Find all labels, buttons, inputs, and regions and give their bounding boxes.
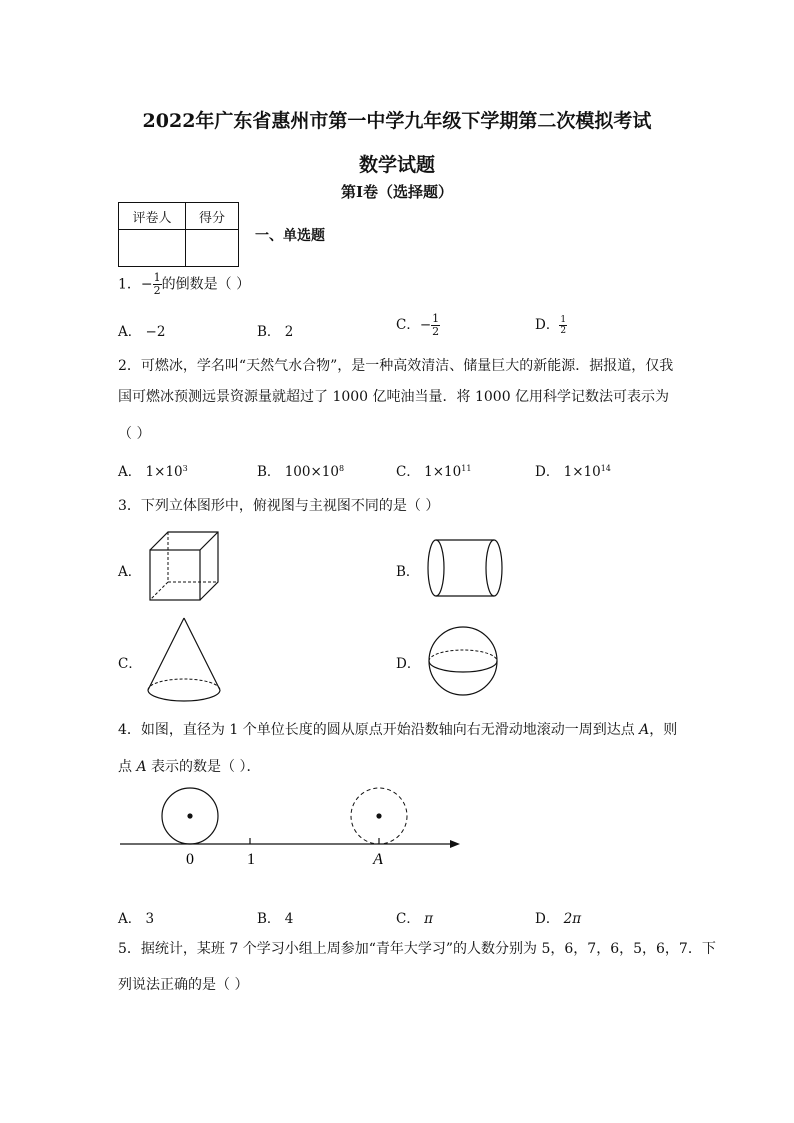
q2-option-b-label: B． bbox=[257, 464, 281, 480]
q4-line-2-end: 表示的数是（ ）． bbox=[146, 759, 261, 775]
q4-option-d bbox=[535, 907, 581, 927]
q1-option-b-label: B． bbox=[257, 324, 281, 340]
q5-line-2: 列说法正确的是（ ） bbox=[118, 977, 249, 993]
q2-option-d bbox=[535, 460, 611, 480]
q4-line-2-text: 点 bbox=[118, 759, 137, 775]
q2-line-1: 2．可燃冰，学名叫“天然气水合物”，是一种高效清洁、储量巨大的新能源．据报道，仅我 bbox=[118, 358, 674, 374]
q4-option-d-label: D． bbox=[535, 911, 560, 927]
score-table-grader: 评卷人 bbox=[119, 203, 186, 230]
score-table bbox=[118, 202, 239, 267]
q2-option-d-exp: 14 bbox=[600, 464, 611, 473]
q1-number: 1． bbox=[118, 276, 141, 293]
q3-option-b-label: B． bbox=[396, 564, 420, 580]
q1-option-d-num: 1 bbox=[560, 315, 567, 325]
cone-base-front bbox=[148, 690, 220, 701]
sphere-figure bbox=[426, 624, 500, 698]
q5-line-1: 5．据统计，某班 7 个学习小组上周参加“青年大学习”的人数分别为 5，6，7，6，5，6，7．下 bbox=[118, 941, 716, 957]
label-a: A bbox=[373, 851, 383, 868]
cube-hidden-edge-d bbox=[150, 582, 168, 600]
q4-line-2-var: A bbox=[136, 759, 147, 775]
q4-option-b-label: B． bbox=[257, 911, 281, 927]
label-zero: 0 bbox=[186, 851, 194, 868]
q1-fraction bbox=[153, 272, 162, 297]
cone-base-back bbox=[148, 679, 220, 690]
exam-title: 2022年广东省惠州市第一中学九年级下学期第二次模拟考试 bbox=[142, 110, 652, 132]
cube-figure bbox=[146, 528, 226, 604]
q2-option-b bbox=[257, 460, 344, 480]
number-line-figure bbox=[118, 784, 464, 868]
q4-option-a bbox=[118, 907, 154, 927]
q1-frac-num: 1 bbox=[153, 271, 161, 284]
q2-line-2: 国可燃冰预测远景资源量就超过了 1000 亿吨油当量．将 1000 亿用科学记数法可表示为 bbox=[118, 389, 670, 405]
label-one: 1 bbox=[247, 851, 255, 868]
q4-line-1-end: ，则 bbox=[649, 722, 678, 738]
q1-option-d bbox=[535, 313, 567, 336]
end-circle-center bbox=[376, 813, 381, 818]
q1-sign: − bbox=[140, 276, 153, 293]
q2-option-b-exp: 8 bbox=[338, 464, 345, 473]
q1-option-d-label: D． bbox=[535, 317, 560, 333]
q1-option-c-num: 1 bbox=[432, 312, 440, 325]
q2-option-c-exp: 11 bbox=[461, 464, 472, 473]
cylinder-left-end bbox=[428, 540, 444, 596]
score-table-score-cell bbox=[186, 230, 239, 267]
cylinder-right-end-back bbox=[486, 540, 494, 596]
q4-option-b-text: 4 bbox=[284, 911, 294, 927]
q4-option-c-text: π bbox=[424, 911, 434, 927]
exam-subject: 数学试题 bbox=[358, 154, 435, 176]
q2-option-a-exp: 3 bbox=[182, 464, 188, 473]
q3-text: 3．下列立体图形中，俯视图与主视图不同的是（ ） bbox=[118, 498, 440, 514]
q4-line-2 bbox=[118, 757, 260, 777]
q1-option-b bbox=[257, 320, 293, 340]
sphere-equator-front bbox=[429, 661, 497, 672]
q4-option-a-text: 3 bbox=[145, 911, 155, 927]
q3-option-a-label: A． bbox=[118, 564, 142, 580]
q1-option-a-text: −2 bbox=[145, 324, 166, 340]
q2-option-a-label: A． bbox=[118, 464, 142, 480]
cone-figure bbox=[144, 614, 228, 710]
cone-right-side bbox=[184, 618, 220, 690]
q1-option-b-text: 2 bbox=[284, 324, 294, 340]
q4-option-c bbox=[396, 907, 433, 927]
q4-option-b bbox=[257, 907, 293, 927]
score-table-score: 得分 bbox=[186, 203, 239, 230]
sphere-outline bbox=[429, 627, 497, 695]
q1-option-c bbox=[396, 313, 440, 338]
q4-line-1-text: 4．如图，直径为 1 个单位长度的圆从原点开始沿数轴向右无滑动地滚动一周到达点 bbox=[118, 722, 640, 738]
sphere-equator-back bbox=[429, 650, 497, 661]
volume-heading: 第Ⅰ卷（选择题） bbox=[340, 183, 454, 201]
cube-front-face bbox=[150, 550, 200, 600]
q4-line-1-var: A bbox=[639, 722, 650, 738]
question-1 bbox=[118, 272, 250, 297]
q1-option-a bbox=[118, 320, 165, 340]
q1-option-c-den: 2 bbox=[432, 325, 440, 338]
q1-option-c-fraction bbox=[431, 313, 440, 338]
q2-option-b-base: 100×10 bbox=[284, 464, 339, 480]
q2-option-c-base: 1×10 bbox=[424, 464, 462, 480]
cube-edge bbox=[200, 532, 218, 550]
q1-text: 的倒数是（ ） bbox=[161, 276, 251, 293]
q2-option-d-base: 1×10 bbox=[563, 464, 601, 480]
q1-option-a-label: A． bbox=[118, 324, 142, 340]
section-heading: 一、单选题 bbox=[255, 228, 325, 244]
q3-option-c-label: C． bbox=[118, 656, 142, 672]
q4-option-c-label: C． bbox=[396, 911, 420, 927]
q1-option-c-label: C． bbox=[396, 317, 420, 333]
cylinder-right-end-front bbox=[494, 540, 502, 596]
cone-left-side bbox=[148, 618, 184, 690]
q4-option-a-label: A． bbox=[118, 911, 142, 927]
score-table-grader-cell bbox=[119, 230, 186, 267]
number-line-arrow bbox=[450, 840, 460, 848]
q2-option-c-label: C． bbox=[396, 464, 420, 480]
q2-option-a bbox=[118, 460, 188, 480]
q1-option-d-den: 2 bbox=[560, 326, 567, 336]
q2-option-d-label: D． bbox=[535, 464, 560, 480]
q3-option-d-label: D． bbox=[396, 656, 421, 672]
q2-option-c bbox=[396, 460, 471, 480]
q4-line-1 bbox=[118, 720, 677, 740]
q1-option-d-fraction bbox=[559, 315, 567, 336]
q2-option-a-base: 1×10 bbox=[145, 464, 183, 480]
start-circle-center bbox=[187, 813, 192, 818]
q1-frac-den: 2 bbox=[153, 284, 161, 297]
q4-option-d-text: 2π bbox=[563, 911, 582, 927]
cylinder-figure bbox=[424, 536, 508, 600]
q2-line-3: （ ） bbox=[118, 426, 151, 442]
q1-option-c-sign: − bbox=[419, 317, 432, 333]
